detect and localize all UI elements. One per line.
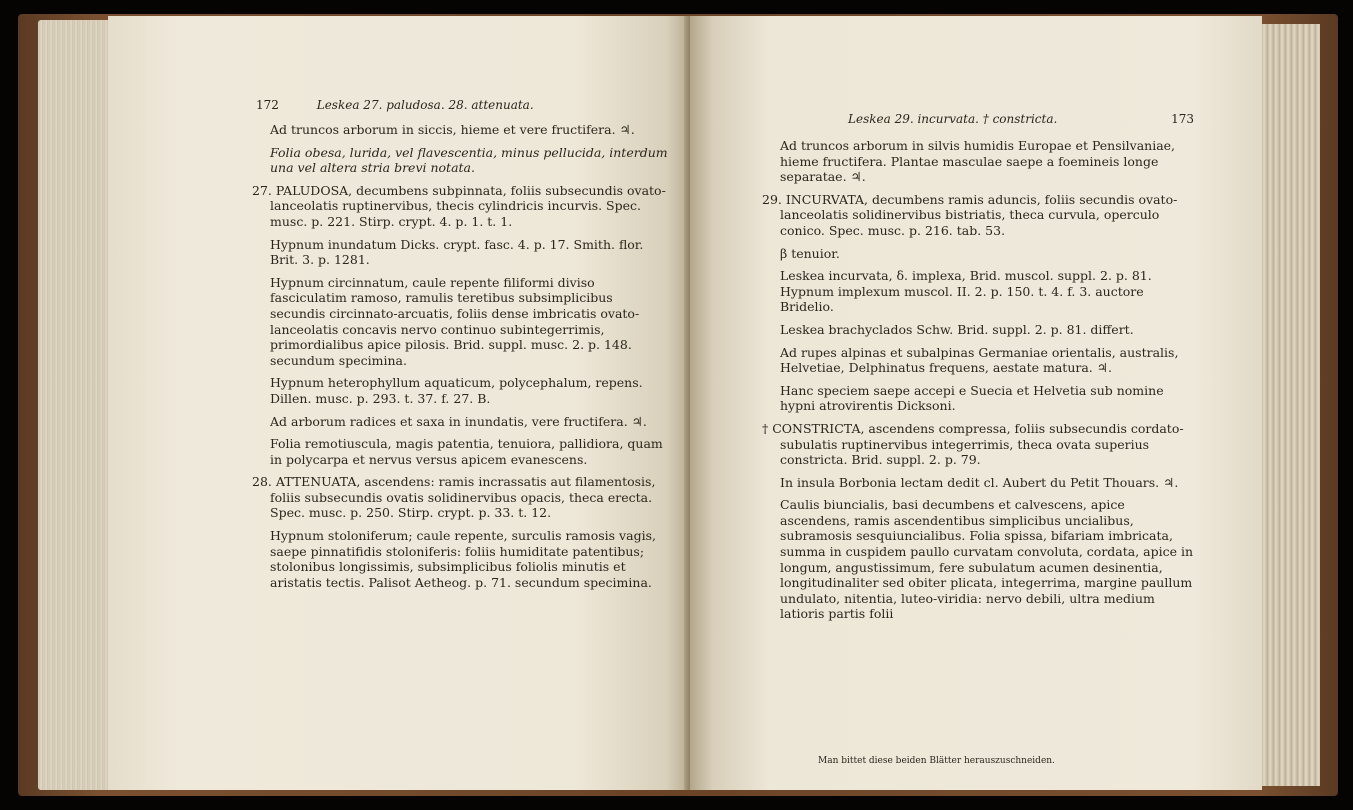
paragraph: Ad truncos arborum in silvis humidis Europae et Pensilvaniae, hieme fructifera. Plantae masculae saepe a foemineis longe separatae. ♃. — [780, 138, 1176, 185]
left-running-head — [256, 98, 534, 112]
paragraph: Folia remotiuscula, magis patentia, tenuiora, pallidiora, quam in polycarpa et nervus versus apicem evanescens. — [270, 436, 663, 467]
left-page-number: 172 — [256, 98, 279, 112]
species-entry: 28. ATTENUATA, ascendens: ramis incrassatis aut filamentosis, foliis subsecundis ovatis solidinervibus opacis, theca erecta. Spec. musc. p. 250. Stirp. crypt. p. 33. t. 12. — [252, 474, 656, 521]
species-entry: 29. INCURVATA, decumbens ramis aduncis, foliis secundis ovato-lanceolatis solidinervibus bistriatis, theca curvula, operculo conico. Spec. musc. p. 216. tab. 53. — [762, 191, 1178, 238]
right-page-number: 173 — [1171, 112, 1195, 126]
left-running-title: Leskea 27. paludosa. 28. attenuata. — [316, 98, 534, 112]
left-body — [248, 122, 668, 597]
synonym: Hypnum inundatum Dicks. crypt. fasc. 4. p. 17. Smith. flor. Brit. 3. p. 1281. — [270, 236, 644, 268]
paragraph: Ad rupes alpinas et subalpinas Germaniae orientalis, australis, Helvetiae, Delphinatus frequens, aestate matura. ♃. — [780, 344, 1179, 376]
variety: β tenuior. — [780, 245, 840, 261]
left-page-edges — [38, 20, 116, 790]
paragraph: Folia obesa, lurida, vel flavescentia, minus pellucida, interdum una vel altera stria brevi notata. — [270, 144, 668, 176]
paragraph: Hanc speciem saepe accepi e Suecia et Helvetia sub nomine hypni atrovirentis Dicksoni. — [780, 382, 1164, 414]
description: Caulis biuncialis, basi decumbens et calvescens, apice ascendens, ramis ascendentibus simplicibus uncialibus, subramosis sesquiuncialibus. Folia spissa, bifariam imbricata, summa in cuspidem paullo curvatam convoluta, cordata, apice in longum, angustissimum, fere subulatum acumen desinentia, longitudinaliter sed obiter plicata, integerrima, margine paullum undulato, nitentia, luteo-viridia: nervo debili, ultra medium latioris partis folii — [780, 497, 1194, 622]
paragraph: In insula Borbonia lectam dedit cl. Aubert du Petit Thouars. ♃. — [780, 474, 1179, 490]
right-body — [758, 138, 1198, 629]
right-running-head — [848, 112, 1194, 126]
species-entry: 27. PALUDOSA, decumbens subpinnata, foliis subsecundis ovato-lanceolatis ruptinervibus, thecis cylindricis incurvis. Spec. musc. p. 221. Stirp. crypt. 4. p. 1. t. 1. — [252, 182, 666, 229]
synonym: Hypnum stoloniferum; caule repente, surculis ramosis vagis, saepe pinnatifidis stoloniferis: foliis humiditate patentibus; stolonibus longissimis, subsimplicibus foliolis minutis et aristatis tectis. Palisot Aetheog. p. 71. secundum specimina. — [270, 528, 656, 590]
synonym: Hypnum heterophyllum aquaticum, polycephalum, repens. Dillen. musc. p. 293. t. 37. f. 27. B. — [270, 375, 643, 406]
synonym: Leskea brachyclados Schw. Brid. suppl. 2. p. 81. differt. — [780, 321, 1134, 337]
right-page — [690, 16, 1262, 790]
paragraph: Ad arborum radices et saxa in inundatis, vere fructifera. ♃. — [270, 413, 647, 429]
left-page — [108, 16, 690, 790]
synonym: Hypnum circinnatum, caule repente filiformi diviso fasciculatim ramoso, ramulis teretibus subsimplicibus secundis circinnato-arcuatis, foliis dense imbricatis ovato-lanceolatis concavis nervo continuo subintegerrimis, primordialibus apice pilosis. Brid. suppl. musc. 2. p. 148. secundum specimina. — [270, 274, 640, 368]
species-entry: † CONSTRICTA, ascendens compressa, foliis subsecundis cordato-subulatis ruptinervibus integerrimis, theca ovata superius constricta. Brid. suppl. 2. p. 79. — [762, 420, 1184, 468]
synonym: Leskea incurvata, δ. implexa, Brid. muscol. suppl. 2. p. 81. Hypnum implexum muscol. II. 2. p. 150. t. 4. f. 3. auctore Bridelio. — [780, 268, 1152, 315]
paragraph: Ad truncos arborum in siccis, hieme et vere fructifera. ♃. — [270, 122, 635, 137]
right-running-title: Leskea 29. incurvata. † constricta. — [848, 112, 1058, 126]
footnote: Man bittet diese beiden Blätter herauszuschneiden. — [818, 756, 1055, 766]
